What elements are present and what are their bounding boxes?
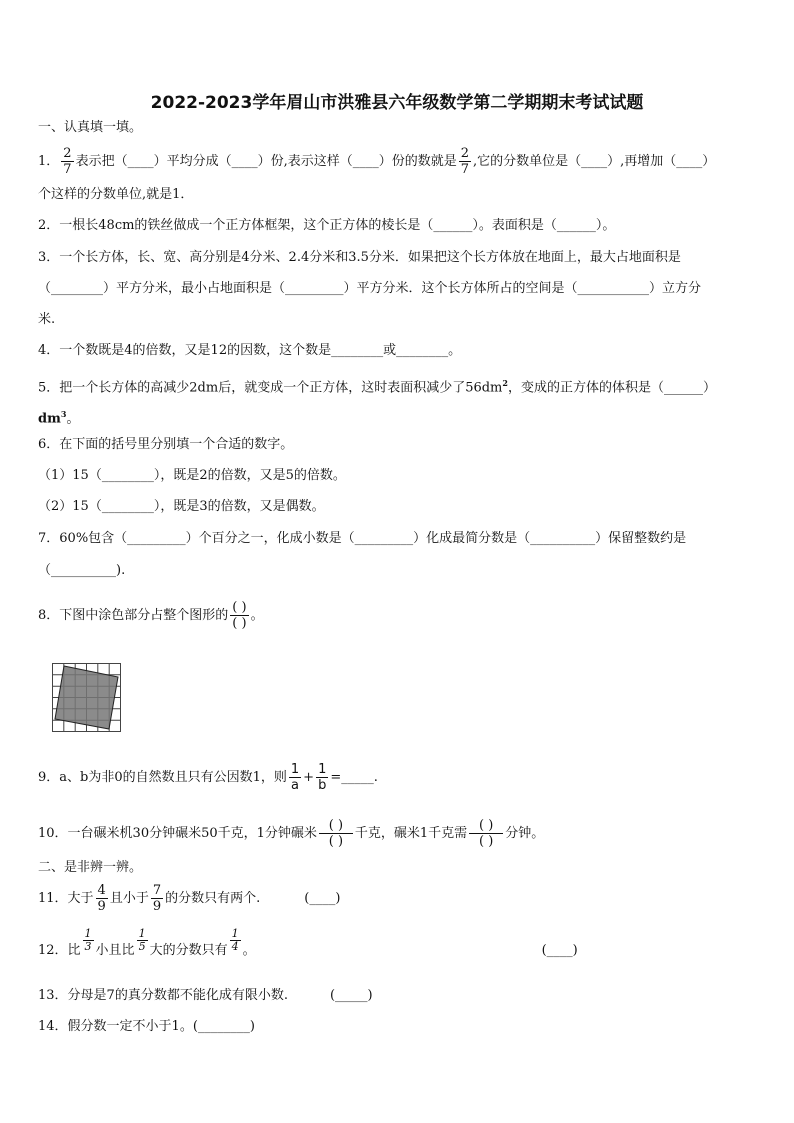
q-text: 千克，碾米1千克需 xyxy=(354,826,468,841)
fraction: ( ) ( ) xyxy=(319,818,353,849)
q-text: 小且比 xyxy=(95,943,135,958)
fraction: $\frac{1}{a}$ xyxy=(290,762,300,793)
q-text: 表示把（____）平均分成（____）份,表示这样（____）份的数就是 xyxy=(75,154,457,169)
q-text: 12．比 xyxy=(38,943,81,958)
question-13 xyxy=(38,987,373,1005)
fraction: $\frac{2}{7}$ xyxy=(460,146,469,177)
question-3-line-2: （________）平方分米，最小占地面积是（_________）平方分米．这个长方体所占的空间是（___________）立方分 xyxy=(38,281,702,296)
q-text: 11．大于 xyxy=(38,891,94,906)
question-9 xyxy=(38,762,378,793)
question-6-line-3: （2）15（________），既是3的倍数，又是偶数。 xyxy=(38,499,325,514)
q-text: 8．下图中涂色部分占整个图形的 xyxy=(38,608,229,623)
plus-sign: + xyxy=(303,770,315,785)
q-text: 。 xyxy=(242,943,256,958)
q-number: 1． xyxy=(38,154,60,169)
question-3-line-3: 米. xyxy=(38,312,56,327)
question-5 xyxy=(38,374,716,397)
question-14: 14．假分数一定不小于1。(________) xyxy=(38,1019,255,1034)
answer-blank: (____) xyxy=(541,943,578,958)
question-6-line-2: （1）15（________），既是2的倍数，又是5的倍数。 xyxy=(38,468,346,483)
question-1-line-2: 个这样的分数单位,就是1． xyxy=(38,187,194,202)
q-text: 5．把一个长方体的高减少2dm后，就变成一个正方体，这时表面积减少了56dm xyxy=(38,380,503,396)
question-6-line-1: 6．在下面的括号里分别填一个合适的数字。 xyxy=(38,437,294,452)
question-1 xyxy=(38,146,715,177)
fraction: ( ) ( ) xyxy=(469,818,503,849)
superscript: 3 xyxy=(60,409,67,419)
q-text: 分钟。 xyxy=(505,826,545,841)
fraction: $\frac{1}{5}$ xyxy=(138,927,146,953)
question-12 xyxy=(38,927,578,967)
fraction: $\frac{1}{3}$ xyxy=(84,927,92,953)
fraction: ( ) ( ) xyxy=(232,600,247,631)
unit: dm xyxy=(38,411,61,427)
superscript: 2 xyxy=(502,378,508,388)
q-text: ,它的分数单位是（____）,再增加（____） xyxy=(472,154,716,169)
grid-figure xyxy=(52,663,122,733)
q-text: 13．分母是7的真分数都不能化成有限小数. xyxy=(38,988,288,1003)
fraction: $\frac{4}{9}$ xyxy=(97,883,106,914)
question-7-line-1: 7．60%包含（_________）个百分之一，化成小数是（_________）化成最简分数是（__________）保留整数约是 xyxy=(38,531,687,546)
q-text: 。 xyxy=(250,608,264,623)
answer-blank: (_____) xyxy=(329,988,373,1003)
question-8 xyxy=(38,600,264,631)
question-10 xyxy=(38,818,544,849)
fraction: $\frac{1}{4}$ xyxy=(231,927,239,953)
page-title: 2022-2023学年眉山市洪雅县六年级数学第二学期期末考试试题 xyxy=(150,93,644,113)
q-text: 大的分数只有 xyxy=(149,943,228,958)
question-11 xyxy=(38,883,340,914)
question-4: 4．一个数既是4的倍数，又是12的因数，这个数是________或________。 xyxy=(38,343,462,358)
q-text: 10．一台碾米机30分钟碾米50千克，1分钟碾米 xyxy=(38,826,317,841)
question-3-line-1: 3．一个长方体，长、宽、高分别是4分米、2.4分米和3.5分米．如果把这个长方体放在地面上，最大占地面积是 xyxy=(38,250,681,265)
question-7-line-2: （__________). xyxy=(38,563,126,578)
shaded-square xyxy=(55,666,118,729)
question-2: 2．一根长48cm的铁丝做成一个正方体框架，这个正方体的棱长是（______）。表面积是（______）。 xyxy=(38,218,616,233)
q-text: 且小于 xyxy=(109,891,149,906)
fraction: $\frac{2}{7}$ xyxy=(63,146,72,177)
q-text: ，变成的正方体的体积是（______） xyxy=(507,380,716,396)
q-text: 9．a、b为非0的自然数且只有公因数1，则 xyxy=(38,770,287,785)
section-heading-2: 二、是非辨一辨。 xyxy=(38,860,143,875)
q-text: 。 xyxy=(66,411,80,427)
answer-blank: (____) xyxy=(304,891,341,906)
question-5-line-2 xyxy=(38,405,79,428)
fraction: $\frac{1}{b}$ xyxy=(318,762,327,793)
section-heading-1: 一、认真填一填。 xyxy=(38,120,143,135)
fraction: $\frac{7}{9}$ xyxy=(152,883,162,914)
q-text: 的分数只有两个. xyxy=(165,891,261,906)
q-text: =_____. xyxy=(330,770,378,785)
